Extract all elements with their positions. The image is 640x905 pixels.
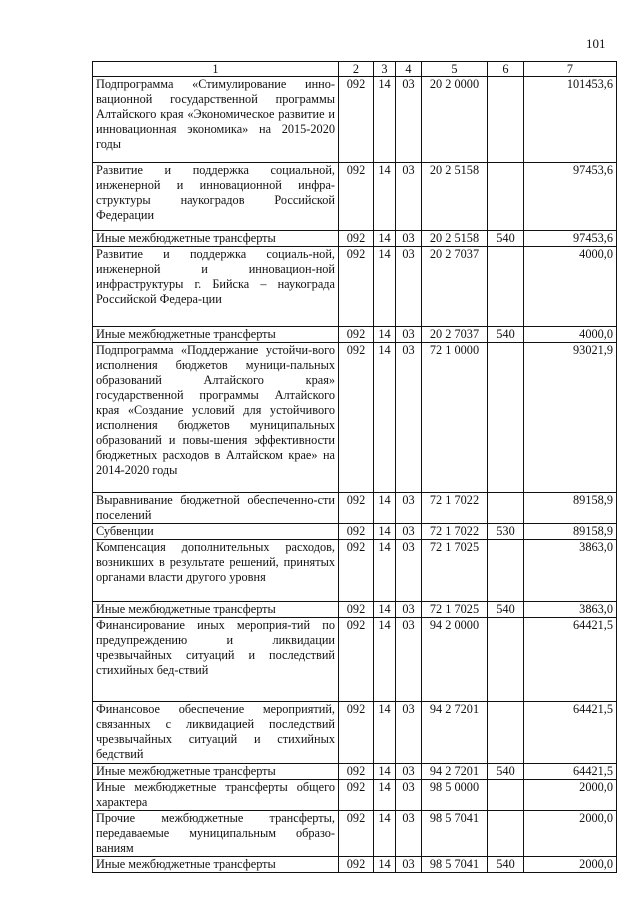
expense-type-code: 540	[488, 231, 524, 247]
section-code: 14	[374, 780, 396, 811]
row-description: Иные межбюджетные трансферты	[93, 602, 339, 618]
section-code: 14	[374, 602, 396, 618]
amount: 89158,9	[524, 493, 617, 524]
section-code: 14	[374, 247, 396, 327]
amount: 89158,9	[524, 524, 617, 540]
table-row	[93, 247, 617, 327]
subsection-code: 03	[396, 77, 422, 163]
ministry-code: 092	[339, 811, 374, 857]
row-description: Развитие и поддержка социаль-ной, инженерной и инновацион-ной инфраструктуры г. Бийска – наукограда Российской Федера-ции	[93, 247, 339, 327]
subsection-code: 03	[396, 702, 422, 764]
header-cell: 3	[374, 62, 396, 77]
ministry-code: 092	[339, 493, 374, 524]
subsection-code: 03	[396, 857, 422, 873]
ministry-code: 092	[339, 764, 374, 780]
row-description: Иные межбюджетные трансферты общего характера	[93, 780, 339, 811]
subsection-code: 03	[396, 343, 422, 493]
ministry-code: 092	[339, 540, 374, 602]
table-row	[93, 764, 617, 780]
header-cell: 2	[339, 62, 374, 77]
header-cell: 4	[396, 62, 422, 77]
target-article-code: 72 1 7022	[422, 493, 488, 524]
row-description: Иные межбюджетные трансферты	[93, 327, 339, 343]
target-article-code: 20 2 5158	[422, 163, 488, 231]
amount: 64421,5	[524, 618, 617, 702]
target-article-code: 98 5 7041	[422, 811, 488, 857]
subsection-code: 03	[396, 780, 422, 811]
subsection-code: 03	[396, 231, 422, 247]
subsection-code: 03	[396, 764, 422, 780]
table-row	[93, 524, 617, 540]
subsection-code: 03	[396, 540, 422, 602]
subsection-code: 03	[396, 493, 422, 524]
subsection-code: 03	[396, 602, 422, 618]
expense-type-code	[488, 618, 524, 702]
ministry-code: 092	[339, 618, 374, 702]
table-row	[93, 493, 617, 524]
subsection-code: 03	[396, 247, 422, 327]
table-row	[93, 231, 617, 247]
subsection-code: 03	[396, 327, 422, 343]
expense-type-code	[488, 811, 524, 857]
expense-type-code	[488, 163, 524, 231]
ministry-code: 092	[339, 77, 374, 163]
section-code: 14	[374, 811, 396, 857]
row-description: Иные межбюджетные трансферты	[93, 231, 339, 247]
subsection-code: 03	[396, 163, 422, 231]
target-article-code: 20 2 5158	[422, 231, 488, 247]
row-description: Развитие и поддержка социальной, инженерной и инновационной инфра-структуры наукоградов Российской Федерации	[93, 163, 339, 231]
amount: 4000,0	[524, 247, 617, 327]
amount: 97453,6	[524, 231, 617, 247]
section-code: 14	[374, 231, 396, 247]
table-row	[93, 602, 617, 618]
table-row	[93, 163, 617, 231]
expense-type-code	[488, 702, 524, 764]
target-article-code: 20 2 0000	[422, 77, 488, 163]
ministry-code: 092	[339, 343, 374, 493]
ministry-code: 092	[339, 524, 374, 540]
section-code: 14	[374, 77, 396, 163]
expense-type-code	[488, 780, 524, 811]
ministry-code: 092	[339, 702, 374, 764]
section-code: 14	[374, 493, 396, 524]
target-article-code: 94 2 7201	[422, 702, 488, 764]
amount: 64421,5	[524, 764, 617, 780]
table-row	[93, 77, 617, 163]
section-code: 14	[374, 857, 396, 873]
ministry-code: 092	[339, 857, 374, 873]
expense-type-code: 540	[488, 327, 524, 343]
header-cell: 6	[488, 62, 524, 77]
target-article-code: 98 5 7041	[422, 857, 488, 873]
target-article-code: 94 2 7201	[422, 764, 488, 780]
header-cell: 5	[422, 62, 488, 77]
target-article-code: 98 5 0000	[422, 780, 488, 811]
amount: 3863,0	[524, 540, 617, 602]
section-code: 14	[374, 163, 396, 231]
table-row	[93, 857, 617, 873]
page-number: 101	[586, 36, 606, 51]
row-description: Субвенции	[93, 524, 339, 540]
budget-table	[92, 61, 617, 873]
section-code: 14	[374, 327, 396, 343]
table-row	[93, 540, 617, 602]
subsection-code: 03	[396, 618, 422, 702]
ministry-code: 092	[339, 327, 374, 343]
amount: 101453,6	[524, 77, 617, 163]
section-code: 14	[374, 764, 396, 780]
amount: 2000,0	[524, 857, 617, 873]
expense-type-code: 540	[488, 857, 524, 873]
row-description: Иные межбюджетные трансферты	[93, 764, 339, 780]
amount: 93021,9	[524, 343, 617, 493]
table-row	[93, 780, 617, 811]
row-description: Выравнивание бюджетной обеспеченно-сти поселений	[93, 493, 339, 524]
target-article-code: 72 1 7022	[422, 524, 488, 540]
ministry-code: 092	[339, 231, 374, 247]
expense-type-code	[488, 77, 524, 163]
expense-type-code	[488, 343, 524, 493]
target-article-code: 94 2 0000	[422, 618, 488, 702]
row-description: Финансирование иных мероприя-тий по предупреждению и ликвидации чрезвычайных ситуаций и последствий стихийных бед-ствий	[93, 618, 339, 702]
section-code: 14	[374, 702, 396, 764]
expense-type-code: 530	[488, 524, 524, 540]
subsection-code: 03	[396, 811, 422, 857]
section-code: 14	[374, 540, 396, 602]
target-article-code: 20 2 7037	[422, 247, 488, 327]
expense-type-code	[488, 247, 524, 327]
ministry-code: 092	[339, 780, 374, 811]
amount: 2000,0	[524, 780, 617, 811]
ministry-code: 092	[339, 602, 374, 618]
table-row	[93, 327, 617, 343]
target-article-code: 20 2 7037	[422, 327, 488, 343]
ministry-code: 092	[339, 247, 374, 327]
target-article-code: 72 1 7025	[422, 540, 488, 602]
header-row	[93, 62, 617, 77]
row-description: Подпрограмма «Стимулирование инно-вационной государственной программы Алтайского края «Экономическое развитие и инновационная экономика» на 2015-2020 годы	[93, 77, 339, 163]
table-row	[93, 343, 617, 493]
section-code: 14	[374, 618, 396, 702]
row-description: Подпрограмма «Поддержание устойчи-вого исполнения бюджетов муници-пальных образований Алтайского края» государственной программы Алтайского края «Создание условий для устойчивого исполнения бюджетов муниципальных образований и повы-шения эффективности бюджетных расходов в Алтайском крае» на 2014-2020 годы	[93, 343, 339, 493]
row-description: Компенсация дополнительных расходов, возникших в результате решений, принятых органами власти другого уровня	[93, 540, 339, 602]
amount: 97453,6	[524, 163, 617, 231]
header-cell: 7	[524, 62, 617, 77]
header-cell: 1	[93, 62, 339, 77]
expense-type-code	[488, 493, 524, 524]
row-description: Иные межбюджетные трансферты	[93, 857, 339, 873]
subsection-code: 03	[396, 524, 422, 540]
section-code: 14	[374, 524, 396, 540]
expense-type-code: 540	[488, 602, 524, 618]
expense-type-code	[488, 540, 524, 602]
target-article-code: 72 1 7025	[422, 602, 488, 618]
amount: 4000,0	[524, 327, 617, 343]
expense-type-code: 540	[488, 764, 524, 780]
table-row	[93, 702, 617, 764]
table-row	[93, 811, 617, 857]
target-article-code: 72 1 0000	[422, 343, 488, 493]
amount: 64421,5	[524, 702, 617, 764]
row-description: Прочие межбюджетные трансферты, передаваемые муниципальным образо-ваниям	[93, 811, 339, 857]
amount: 2000,0	[524, 811, 617, 857]
section-code: 14	[374, 343, 396, 493]
amount: 3863,0	[524, 602, 617, 618]
table-row	[93, 618, 617, 702]
ministry-code: 092	[339, 163, 374, 231]
row-description: Финансовое обеспечение мероприятий, связанных с ликвидацией последствий чрезвычайных ситуаций и стихийных бедствий	[93, 702, 339, 764]
